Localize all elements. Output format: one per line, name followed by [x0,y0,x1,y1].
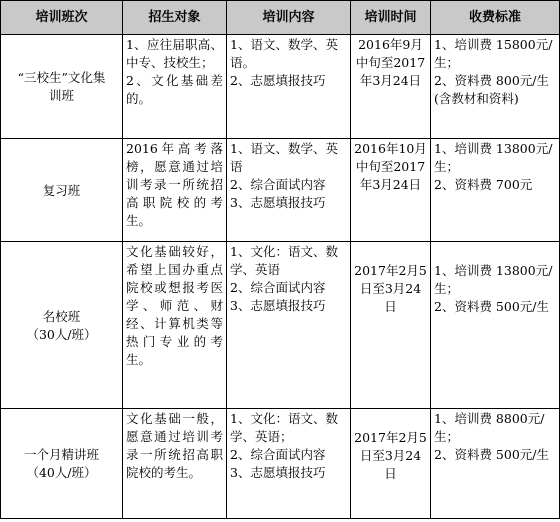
table-row [1,35,560,139]
target-text: 文化基础一般，愿意通过培训考录一所统招高职院校的考生。 [126,411,223,480]
content-item: 2、综合面试内容 [230,177,326,192]
target-text: 文化基础较好，希望上国办重点院校或想报考医学、师范、财经、计算机类等热门专业的考生。 [126,244,223,367]
fee-item: 1、培训费 15800元/生； [434,37,553,70]
header-content: 培训内容 [227,1,351,35]
fees-cell [431,242,560,409]
table-row [1,139,560,242]
content-item: 1、语文、数学、英语。 [230,37,338,70]
header-target: 招生对象 [123,1,227,35]
fee-item: 1、培训费 13800元/生； [434,263,553,296]
time-cell [351,35,431,139]
class-name-cell [1,242,123,409]
fee-item: 1、培训费 8800元/生； [434,411,545,444]
content-item: 3、志愿填报技巧 [230,195,326,210]
time-text: 2017年2月5日至3月24日 [354,430,427,481]
content-item: 1、语文、数学、英语 [230,141,338,174]
content-cell [227,139,351,242]
content-item: 2、综合面试内容 [230,447,326,462]
target-cell [123,35,227,139]
time-text: 2016年10月中旬至2017年3月24日 [354,141,427,192]
content-item: 3、志愿填报技巧 [230,465,326,480]
time-cell [351,242,431,409]
class-name-cell [1,139,123,242]
class-name-line: （40人/班） [26,465,97,480]
header-time: 培训时间 [351,1,431,35]
content-cell [227,242,351,409]
target-cell [123,139,227,242]
class-name-line: （30人/班） [26,326,97,342]
header-class: 培训班次 [1,1,123,35]
content-item: 2、志愿填报技巧 [230,73,326,88]
content-cell [227,35,351,139]
fee-item: 2、资料费 500元/生 [434,447,549,462]
fee-item: 2、资料费 800元/生(含教材和资料) [434,73,549,106]
table-row [1,409,560,519]
class-name-cell [1,409,123,519]
class-name-line: 一个月精讲班 [23,447,99,462]
fees-cell [431,409,560,519]
target-cell [123,242,227,409]
class-name-line: 复习班 [42,182,81,198]
content-item: 2、综合面试内容 [230,280,326,295]
class-name-line: 训班 [48,88,74,103]
target-cell [123,409,227,519]
time-text: 2017年2月5日至3月24日 [354,263,427,314]
header-fees: 收费标准 [431,1,560,35]
content-cell [227,409,351,519]
fees-cell [431,139,560,242]
table-row [1,242,560,409]
target-text: 1、应往届职高、中专、技校生； 2、文化基础差的。 [126,37,223,106]
content-item: 1、文化：语文、数学、英语 [230,244,338,277]
fees-cell [431,35,560,139]
class-name-line: 名校班 [42,308,81,324]
time-text: 2016年9月中旬至2017年3月24日 [355,37,426,88]
header-row [1,1,560,35]
content-item: 1、文化：语文、数学、英语； [230,411,338,444]
class-name-cell [1,35,123,139]
target-text: 2016年高考落榜，愿意通过培训考录一所统招高职院校的考生。 [126,141,223,228]
fee-item: 2、资料费 700元 [434,177,533,192]
fee-item: 2、资料费 500元/生 [434,299,549,314]
content-item: 3、志愿填报技巧 [230,298,326,313]
fee-item: 1、培训费 13800元/生； [434,141,553,174]
time-cell [351,409,431,519]
class-name-line: “三校生”文化集 [17,70,106,85]
time-cell [351,139,431,242]
